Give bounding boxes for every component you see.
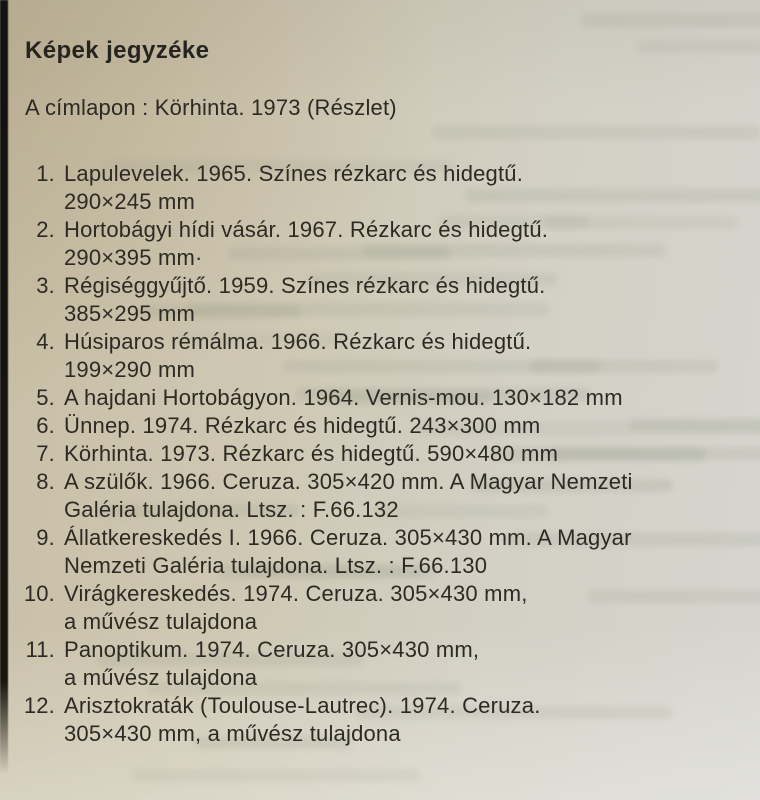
list-item-text: Panoptikum. 1974. Ceruza. 305×430 mm, bbox=[64, 637, 480, 662]
list-item-number: 12. bbox=[23, 693, 55, 718]
list-item bbox=[20, 636, 740, 692]
list-item bbox=[20, 160, 740, 216]
frontispiece-note: A címlapon : Körhinta. 1973 (Részlet) bbox=[25, 95, 397, 120]
page-content bbox=[0, 36, 760, 748]
list-item-number: 1. bbox=[36, 161, 55, 186]
list-item bbox=[20, 440, 740, 468]
list-item-text: Állatkereskedés I. 1966. Ceruza. 305×430 mm. A Magyar bbox=[64, 525, 632, 550]
list-item-text: 305×430 mm, a művész tulajdona bbox=[64, 721, 401, 746]
list-item bbox=[20, 692, 740, 748]
picture-list bbox=[20, 160, 740, 748]
list-item bbox=[20, 328, 740, 384]
list-item-text: Lapulevelek. 1965. Színes rézkarc és hidegtű. bbox=[64, 161, 524, 186]
list-item bbox=[20, 412, 740, 440]
list-item-number: 8. bbox=[36, 469, 55, 494]
list-item-text: 199×290 mm bbox=[64, 357, 196, 382]
list-item-number: 5. bbox=[36, 385, 55, 410]
list-item bbox=[20, 524, 740, 580]
list-item bbox=[20, 468, 740, 524]
list-item bbox=[20, 216, 740, 272]
list-item-text: Virágkereskedés. 1974. Ceruza. 305×430 mm, bbox=[64, 581, 528, 606]
list-item-number: 10. bbox=[23, 581, 55, 606]
list-item-text: Régiséggyűjtő. 1959. Színes rézkarc és hidegtű. bbox=[64, 273, 546, 298]
list-item-text: A hajdani Hortobágyon. 1964. Vernis-mou. 130×182 mm bbox=[64, 385, 623, 410]
list-item-number: 9. bbox=[36, 525, 55, 550]
bleed-through-line bbox=[132, 769, 420, 782]
list-item-number: 2. bbox=[36, 217, 55, 242]
list-item-text: Nemzeti Galéria tulajdona. Ltsz. : F.66.130 bbox=[64, 553, 488, 578]
list-item-number: 11. bbox=[25, 637, 55, 662]
bleed-through-line bbox=[581, 14, 760, 27]
list-item-text: 385×295 mm bbox=[64, 301, 196, 326]
list-item bbox=[20, 272, 740, 328]
page-title: Képek jegyzéke bbox=[25, 37, 210, 64]
list-item-text: Ünnep. 1974. Rézkarc és hidegtű. 243×300 mm bbox=[64, 413, 541, 438]
list-item-text: a művész tulajdona bbox=[64, 665, 258, 690]
list-item-text: 290×245 mm bbox=[64, 189, 196, 214]
list-item-text: Arisztokraták (Toulouse-Lautrec). 1974. Ceruza. bbox=[64, 693, 541, 718]
list-item-text: a művész tulajdona bbox=[64, 609, 258, 634]
list-item bbox=[20, 580, 740, 636]
list-item-number: 3. bbox=[36, 273, 55, 298]
list-item-text: Húsiparos rémálma. 1966. Rézkarc és hidegtű. bbox=[64, 329, 532, 354]
list-item-text: Galéria tulajdona. Ltsz. : F.66.132 bbox=[64, 497, 399, 522]
list-item-number: 6. bbox=[36, 413, 55, 438]
list-item-text: 290×395 mm· bbox=[64, 245, 203, 270]
list-item-number: 7. bbox=[36, 441, 55, 466]
list-item-number: 4. bbox=[36, 329, 55, 354]
list-item-text: Hortobágyi hídi vásár. 1967. Rézkarc és hidegtű. bbox=[64, 217, 549, 242]
list-item-text: Körhinta. 1973. Rézkarc és hidegtű. 590×480 mm bbox=[64, 441, 559, 466]
list-item-text: A szülők. 1966. Ceruza. 305×420 mm. A Magyar Nemzeti bbox=[64, 469, 633, 494]
list-item bbox=[20, 384, 740, 412]
